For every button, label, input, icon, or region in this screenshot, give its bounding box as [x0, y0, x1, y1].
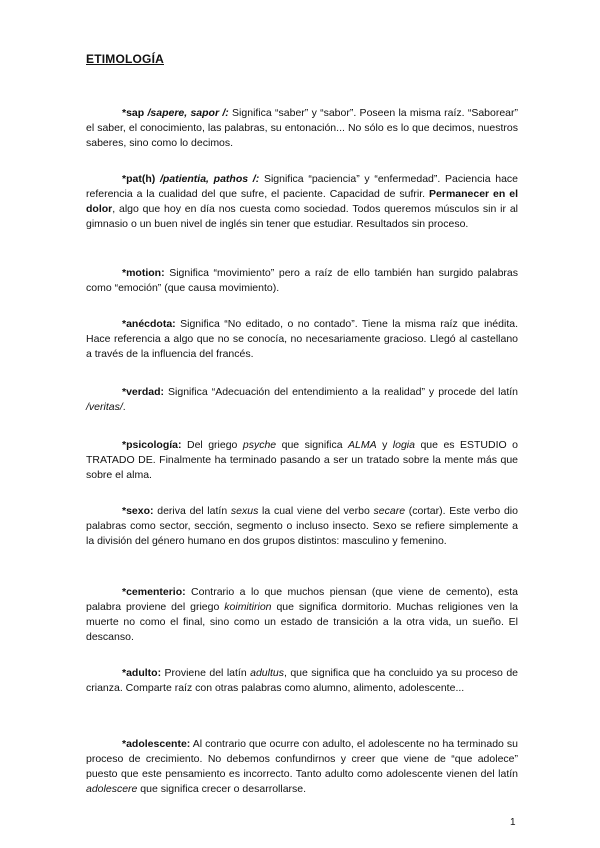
entry-term: *adolescente:: [122, 738, 191, 750]
entry-text: Contrario a lo que muchos piensan (que viene de cemento), esta palabra proviene del griego: [86, 586, 518, 613]
entry-text-end: .: [122, 401, 126, 413]
entry-anecdota: [86, 317, 518, 362]
entry-path: [86, 172, 518, 232]
entry-term: *psicología:: [122, 439, 182, 451]
entry-term: *motion:: [122, 267, 165, 279]
entry-italic: sexus: [230, 505, 259, 517]
entry-term: *cementerio:: [122, 586, 186, 598]
entry-text: Significa “paciencia” y “enfermedad”. Paciencia hace referencia a la cualidad del que sufre, el paciente. Capacidad de sufrir.: [86, 173, 519, 200]
entry-text: que significa: [276, 439, 349, 451]
entry-cementerio: [86, 585, 518, 645]
entry-text: , algo que hoy en día nos cuesta como sociedad. Todos queremos músculos sin ir al gimnasio o un buen nivel de inglés sin tener que estudiar. Resultados sin proceso.: [86, 203, 518, 230]
entry-adolescente: [86, 737, 518, 797]
entry-sexo: [86, 504, 518, 549]
page-title: ETIMOLOGÍA: [86, 52, 164, 66]
entry-italic: ALMA: [348, 439, 377, 451]
entry-term: *adulto:: [122, 667, 162, 679]
entry-term: *sap: [122, 107, 145, 119]
entry-text: Significa “saber” y “sabor”. Poseen la misma raíz. “Saborear” el saber, el conocimiento, las palabras, su entonación... No sólo es lo que decimos, nuestros saberes, sino como lo decimos.: [86, 107, 519, 149]
entry-term: *verdad:: [122, 386, 165, 398]
entry-term: *anécdota:: [122, 318, 176, 330]
entry-text: Significa “movimiento” pero a raíz de ello también han surgido palabras como “emoción” (que causa movimiento).: [86, 267, 518, 294]
entry-text: Al contrario que ocurre con adulto, el adolescente no ha terminado su proceso de crecimiento. No debemos confundirnos y creer que viene de “que adolece” puesto que este pensamiento es incorrecto. Tanto adulto como adolescente vienen del latín: [86, 738, 518, 780]
entry-text: Proviene del latín: [161, 667, 251, 679]
entry-motion: [86, 266, 518, 296]
entry-origin: /patientia, pathos /:: [159, 173, 260, 185]
entry-text: (cortar). Este verbo dio palabras como sector, sección, segmento o incluso insecto. Sexo se refiere simplemente a la división del género humano en dos grupos distintos: masculino y femenino.: [86, 505, 518, 547]
entry-origin: /sapere, sapor /:: [147, 107, 229, 119]
entry-term: *sexo:: [122, 505, 154, 517]
entry-term: *pat(h): [122, 173, 156, 185]
entry-text: deriva del latín: [153, 505, 231, 517]
entry-italic: adultus: [250, 667, 284, 679]
entry-text: , que significa que ha concluido ya su proceso de crianza. Comparte raíz con otras palabras como alumno, alimento, adolescente...: [86, 667, 518, 694]
entry-italic: secare: [373, 505, 406, 517]
entry-italic: koimitirion: [224, 601, 272, 613]
page-number: 1: [510, 817, 516, 828]
entry-italic: /veritas/: [86, 401, 123, 413]
entry-text: que es ESTUDIO o TRATADO DE. Finalmente ha terminado pasando a ser un tratado sobre la mente más que sobre el alma.: [86, 439, 518, 481]
entry-sap: [86, 106, 518, 151]
entry-text: la cual viene del verbo: [258, 505, 374, 517]
entry-bold-phrase: Permanecer en el dolor: [86, 188, 518, 215]
entry-text: Del griego: [181, 439, 243, 451]
entry-verdad: [86, 385, 518, 415]
entry-text: Significa “No editado, o no contado”. Tiene la misma raíz que inédita. Hace referencia a algo que no se conocía, no necesariamente gracioso. Llegó al castellano a través de la influencia del francés.: [86, 318, 518, 360]
entry-psicologia: [86, 438, 518, 483]
entry-italic: adolescere: [86, 783, 138, 795]
entry-text: Significa “Adecuación del entendimiento a la realidad” y procede del latín: [164, 386, 518, 398]
entry-italic: logia: [392, 439, 415, 451]
entry-text: que significa dormitorio. Muchas religiones ven la muerte no como el final, sino como un estado de transición a la otra vida, un sueño. El descanso.: [86, 601, 518, 643]
entry-adulto: [86, 666, 518, 696]
entry-text: que significa crecer o desarrollarse.: [137, 783, 307, 795]
entry-italic: psyche: [242, 439, 277, 451]
entry-text: y: [376, 439, 393, 451]
